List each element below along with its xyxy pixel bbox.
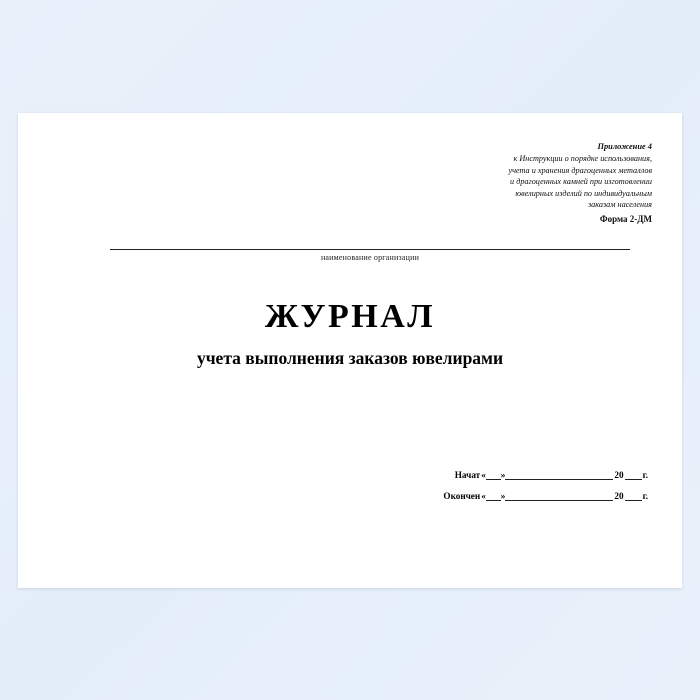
started-label: Начат bbox=[454, 470, 481, 480]
annex-line-3: учета и хранения драгоценных металлов bbox=[508, 165, 652, 175]
started-year-prefix: 20 bbox=[614, 470, 624, 480]
started-quote-open: « bbox=[481, 470, 486, 480]
finished-quote-close: » bbox=[500, 491, 506, 501]
organization-caption: наименование организации bbox=[320, 252, 420, 262]
annex-line-2: к Инструкции о порядке использования, bbox=[513, 153, 652, 163]
annex-title: Приложение 4 bbox=[597, 142, 652, 151]
finished-day-blank bbox=[486, 491, 501, 501]
started-row bbox=[378, 470, 648, 480]
annex-line-4: и драгоценных камней при изготовлении bbox=[510, 177, 652, 187]
finished-row bbox=[378, 491, 648, 501]
document-body bbox=[18, 113, 682, 588]
finished-year-blank bbox=[625, 491, 642, 501]
finished-year-prefix: 20 bbox=[614, 491, 624, 501]
page-subtitle: учета выполнения заказов ювелирами bbox=[196, 347, 504, 368]
started-quote-close: » bbox=[500, 470, 506, 480]
organization-block bbox=[48, 248, 652, 262]
finished-month-blank bbox=[505, 491, 613, 501]
date-fields bbox=[378, 470, 648, 512]
started-day-blank bbox=[486, 470, 501, 480]
document-page bbox=[18, 113, 682, 588]
page-title: ЖУРНАЛ bbox=[264, 297, 436, 335]
finished-year-suffix: г. bbox=[642, 491, 648, 501]
finished-quote-open: « bbox=[481, 491, 486, 501]
organization-name-line bbox=[110, 248, 630, 250]
form-number: Форма 2-ДМ bbox=[599, 214, 652, 225]
started-month-blank bbox=[505, 470, 613, 480]
annex-line-6: заказам населения bbox=[587, 200, 652, 210]
annex-block bbox=[48, 141, 652, 226]
finished-label: Окончен bbox=[443, 491, 481, 501]
started-year-suffix: г. bbox=[642, 470, 648, 480]
annex-line-5: ювелирных изделий по индивидуальным bbox=[515, 188, 652, 198]
started-year-blank bbox=[625, 470, 642, 480]
